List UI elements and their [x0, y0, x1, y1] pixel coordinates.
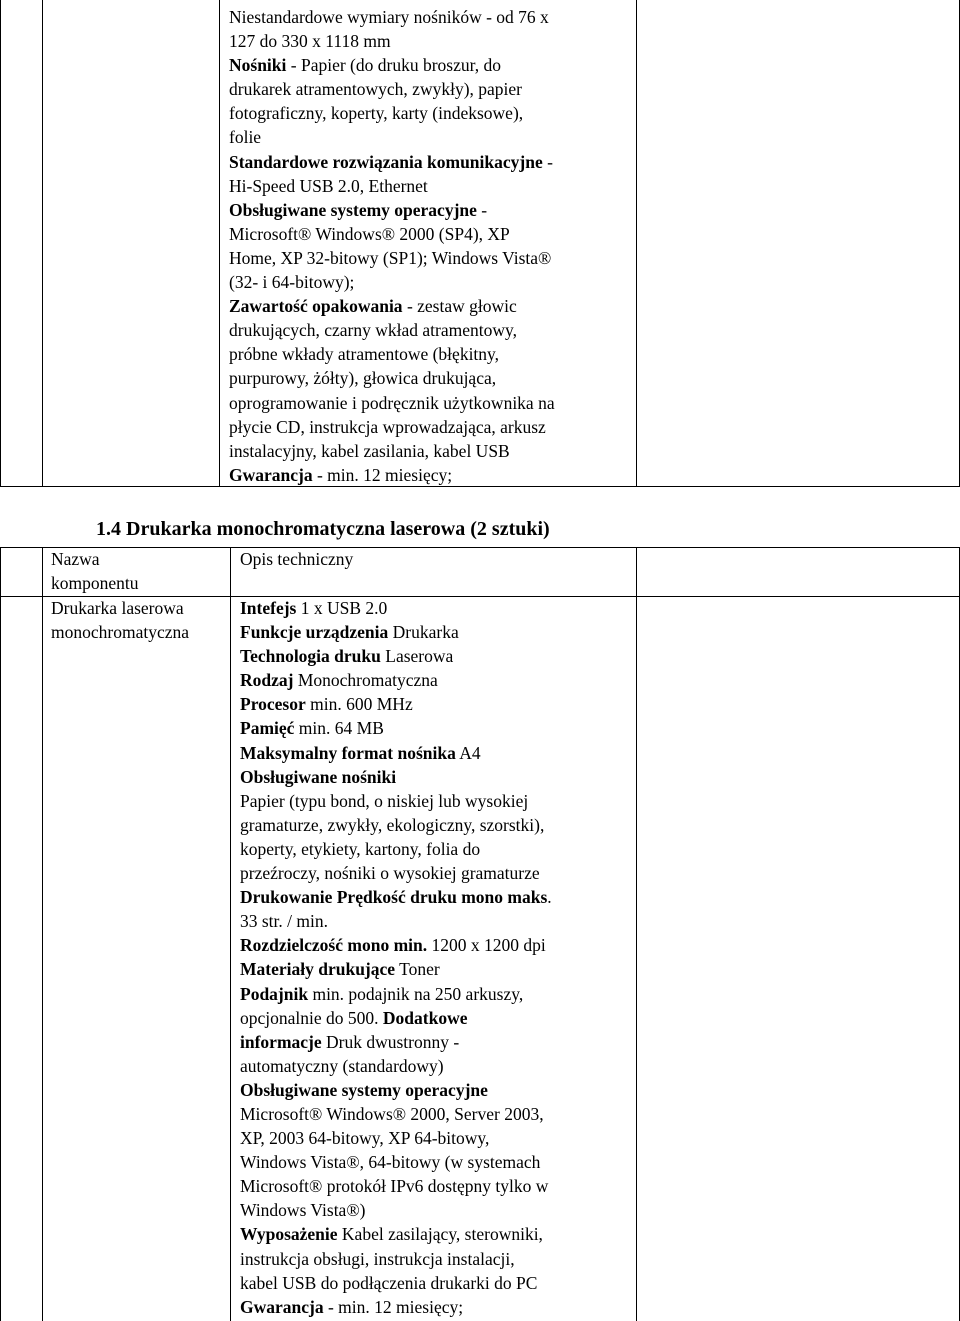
- spec-value: folie: [229, 127, 262, 148]
- printer-spec-line: [240, 789, 552, 813]
- spec-label: Procesor: [240, 694, 306, 715]
- row-spec-text: [240, 596, 552, 1319]
- header-name-line-2: komponentu: [51, 573, 139, 594]
- spec-value: fotograficzny, koperty, karty (indeksowe),: [229, 103, 524, 124]
- spec-value: Kabel zasilający, sterowniki,: [337, 1224, 543, 1245]
- top-spec-line: [229, 463, 555, 487]
- printer-spec-line: [240, 1126, 552, 1150]
- spec-label: Obsługiwane nośniki: [240, 766, 397, 787]
- table-divider-2: [230, 547, 231, 1321]
- row-component-name: [51, 596, 189, 644]
- printer-spec-line: [240, 1054, 552, 1078]
- spec-label: Gwarancja: [229, 464, 313, 485]
- printer-spec-line: [240, 813, 552, 837]
- printer-spec-line: [240, 933, 552, 957]
- spec-value: kabel USB do podłączenia drukarki do PC: [240, 1272, 538, 1293]
- top-spec-line: [229, 439, 555, 463]
- printer-spec-line: [240, 1030, 552, 1054]
- row-name-line-1: Drukarka laserowa: [51, 598, 184, 618]
- printer-spec-line: [240, 1271, 552, 1295]
- top-spec-line: [229, 101, 555, 125]
- spec-label: Wyposażenie: [240, 1224, 338, 1245]
- spec-value: gramaturze, zwykły, ekologiczny, szorstki),: [240, 814, 545, 835]
- spec-value: Windows Vista®): [240, 1200, 366, 1221]
- spec-value: Papier (typu bond, o niskiej lub wysokiej: [240, 790, 529, 811]
- row-name-line-2: monochromatyczna: [51, 622, 190, 643]
- spec-value: Drukarka: [388, 622, 459, 643]
- spec-value: Home, XP 32-bitowy (SP1); Windows Vista®: [229, 247, 552, 268]
- spec-label: Dodatkowe: [382, 1007, 468, 1028]
- spec-value: płycie CD, instrukcja wprowadzająca, arkusz: [229, 416, 546, 437]
- printer-spec-line: [240, 620, 552, 644]
- spec-value: drukarek atramentowych, zwykły), papier: [229, 79, 523, 100]
- top-spec-line: [229, 318, 555, 342]
- table-divider-1: [42, 547, 43, 1321]
- top-spec-line: [229, 77, 555, 101]
- spec-value: -: [476, 199, 488, 220]
- spec-value: Microsoft® protokół IPv6 dostępny tylko w: [240, 1176, 549, 1197]
- spec-value: Hi-Speed USB 2.0, Ethernet: [229, 175, 428, 196]
- spec-label: Nośniki: [229, 55, 287, 76]
- printer-spec-line: [240, 885, 552, 909]
- header-name-line-1: Nazwa: [51, 549, 100, 569]
- spec-value: Druk dwustronny -: [321, 1031, 460, 1052]
- top-spec-line: [229, 5, 555, 29]
- spec-label: Materiały drukujące: [240, 959, 396, 980]
- spec-value: opcjonalnie do 500.: [240, 1007, 383, 1028]
- printer-spec-line: [240, 1102, 552, 1126]
- spec-value: 1200 x 1200 dpi: [427, 935, 546, 956]
- spec-value: drukujących, czarny wkład atramentowy,: [229, 320, 517, 341]
- spec-value: instalacyjny, kabel zasilania, kabel USB: [229, 440, 510, 461]
- spec-value: koperty, etykiety, kartony, folia do: [240, 838, 481, 859]
- top-spec-line: [229, 125, 555, 149]
- top-spec-line: [229, 246, 555, 270]
- spec-label: informacje: [240, 1031, 322, 1052]
- top-spec-line: [229, 198, 555, 222]
- printer-spec-line: [240, 596, 552, 620]
- table-border-left: [0, 547, 1, 1321]
- top-spec-line: [229, 342, 555, 366]
- spec-label: Standardowe rozwiązania komunikacyjne: [229, 151, 543, 172]
- printer-spec-line: [240, 982, 552, 1006]
- spec-value: Laserowa: [380, 646, 454, 667]
- spec-value: instrukcja obsługi, instrukcja instalacji,: [240, 1248, 515, 1269]
- spec-value: przeźroczy, nośniki o wysokiej gramaturze: [240, 863, 540, 884]
- printer-spec-line: [240, 1247, 552, 1271]
- printer-spec-line: [240, 741, 552, 765]
- spec-value: A4: [455, 742, 481, 763]
- printer-spec-line: [240, 716, 552, 740]
- spec-label: Rozdzielczość mono min.: [240, 935, 428, 956]
- spec-label: Gwarancja: [240, 1296, 324, 1317]
- top-spec-line: [229, 150, 555, 174]
- printer-spec-line: [240, 668, 552, 692]
- spec-label: Zawartość opakowania: [229, 296, 403, 317]
- spec-value: automatyczny (standardowy): [240, 1055, 444, 1076]
- section-heading: [96, 518, 550, 541]
- printer-spec-line: [240, 692, 552, 716]
- printer-spec-line: [240, 837, 552, 861]
- top-spec-line: [229, 415, 555, 439]
- top-spec-line: [229, 366, 555, 390]
- spec-label: Intefejs: [240, 598, 297, 618]
- printer-spec-line: [240, 1078, 552, 1102]
- printer-spec-line: [240, 1174, 552, 1198]
- spec-label: Rodzaj: [240, 670, 294, 691]
- spec-value: (32- i 64-bitowy);: [229, 272, 355, 293]
- spec-label: Pamięć: [240, 718, 295, 739]
- top-table-divider-2: [219, 0, 220, 487]
- spec-value: Microsoft® Windows® 2000 (SP4), XP: [229, 223, 510, 244]
- printer-spec-line: [240, 1295, 552, 1319]
- top-spec-line: [229, 222, 555, 246]
- spec-label: Obsługiwane systemy operacyjne: [240, 1079, 488, 1100]
- header-spec: [240, 547, 353, 571]
- top-spec-line: [229, 29, 555, 53]
- spec-label: Podajnik: [240, 983, 309, 1004]
- spec-value: Windows Vista®, 64-bitowy (w systemach: [240, 1152, 541, 1173]
- printer-spec-line: [240, 1198, 552, 1222]
- printer-spec-line: [240, 765, 552, 789]
- spec-value: XP, 2003 64-bitowy, XP 64-bitowy,: [240, 1128, 490, 1149]
- printer-spec-line: [240, 644, 552, 668]
- spec-value: - min. 12 miesięcy;: [312, 464, 453, 485]
- spec-label: Technologia druku: [240, 646, 381, 667]
- spec-label: Drukowanie Prędkość druku mono maks: [240, 887, 548, 908]
- spec-label: Funkcje urządzenia: [240, 622, 389, 643]
- top-spec-line: [229, 270, 555, 294]
- section-qty: (2 sztuki): [470, 518, 550, 540]
- spec-value: - min. 12 miesięcy;: [323, 1296, 464, 1317]
- spec-value: - Papier (do druku broszur, do: [286, 55, 501, 76]
- spec-value: Toner: [395, 959, 440, 980]
- top-spec-line: [229, 174, 555, 198]
- printer-spec-line: [240, 957, 552, 981]
- spec-label: Obsługiwane systemy operacyjne: [229, 199, 477, 220]
- top-spec-line: [229, 294, 555, 318]
- spec-value: próbne wkłady atramentowe (błękitny,: [229, 344, 500, 365]
- header-component-name: [51, 547, 139, 595]
- printer-spec-line: [240, 861, 552, 885]
- printer-spec-line: [240, 1006, 552, 1030]
- table-border-top: [0, 547, 960, 548]
- spec-value: Microsoft® Windows® 2000, Server 2003,: [240, 1103, 544, 1124]
- section-number: 1.4: [96, 518, 121, 540]
- top-spec-line: [229, 53, 555, 77]
- spec-value: min. 600 MHz: [305, 694, 413, 715]
- printer-spec-line: [240, 909, 552, 933]
- spec-value: purpurowy, żółty), głowica drukująca,: [229, 368, 497, 389]
- spec-value: min. podajnik na 250 arkuszy,: [308, 983, 524, 1004]
- spec-value: 1 x USB 2.0: [296, 598, 388, 618]
- spec-value: oprogramowanie i podręcznik użytkownika na: [229, 392, 555, 413]
- top-spec-text: [229, 5, 555, 487]
- spec-value: .: [547, 887, 552, 908]
- spec-value: - zestaw głowic: [402, 296, 517, 317]
- spec-value: Niestandardowe wymiary nośników - od 76 x: [229, 7, 549, 27]
- spec-value: 33 str. / min.: [240, 911, 328, 932]
- spec-value: min. 64 MB: [294, 718, 384, 739]
- spec-label: Maksymalny format nośnika: [240, 742, 456, 763]
- top-table-divider-1: [42, 0, 43, 487]
- top-spec-line: [229, 391, 555, 415]
- spec-value: Monochromatyczna: [293, 670, 438, 691]
- top-table-divider-3: [636, 0, 637, 487]
- top-table-border-left: [0, 0, 1, 487]
- printer-spec-line: [240, 1150, 552, 1174]
- header-spec-label: Opis techniczny: [240, 549, 354, 569]
- printer-spec-line: [240, 1222, 552, 1246]
- section-title: Drukarka monochromatyczna laserowa: [126, 518, 466, 540]
- spec-value: 127 do 330 x 1118 mm: [229, 31, 391, 52]
- spec-value: -: [542, 151, 553, 172]
- table-divider-3: [636, 547, 637, 1321]
